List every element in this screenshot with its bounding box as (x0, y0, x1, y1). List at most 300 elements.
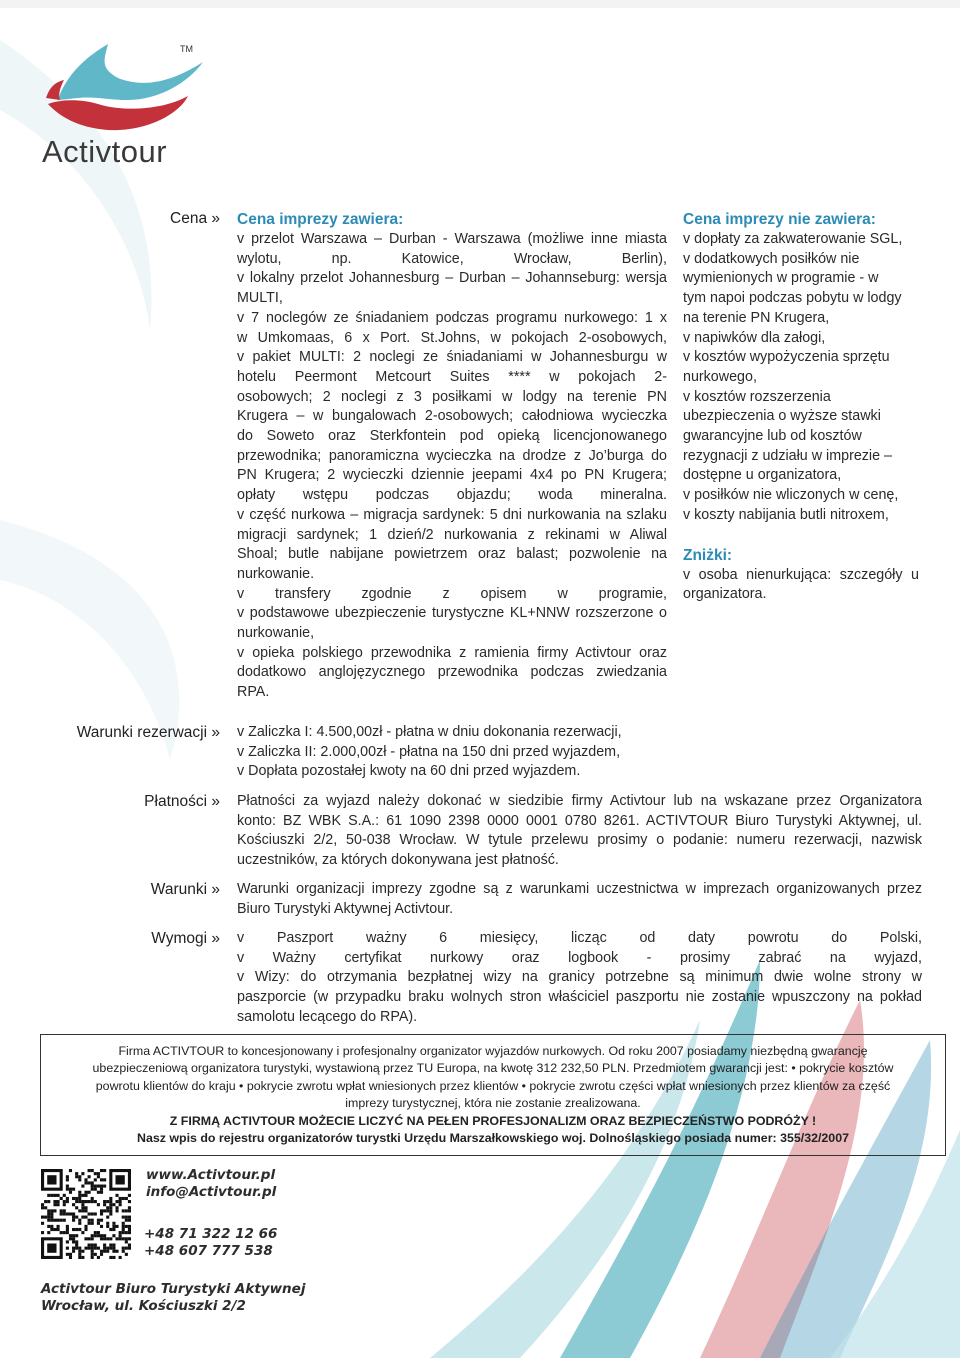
registry-number: Nasz wpis do rejestru organizatorów turystki Urzędu Marszałkowskiego woj. Dolnośląskiego posiada numer: 355/32/2007 (137, 1131, 849, 1146)
qr-module (78, 1247, 81, 1250)
qr-module (109, 1237, 112, 1240)
qr-module (57, 1228, 60, 1231)
qr-module (128, 1225, 131, 1228)
text-line: paszporcie (w przypadku braku wolnych stron właściciel paszportu nie zostanie wpuszczony na pokład (237, 989, 922, 1006)
qr-module (91, 1250, 94, 1253)
guarantee-line-3: powrotu klientów do kraju • pokrycie zwrotu wpłat wniesionych przez klientów • pokrycie zwrotu części wpłat wniesionych przez klientów za część (95, 1078, 891, 1093)
qr-module (78, 1228, 81, 1231)
qr-module (119, 1237, 122, 1240)
qr-module (128, 1247, 131, 1250)
qr-module (125, 1197, 128, 1200)
text-line: opłaty wstępu podczas objazdu; woda mineralna. (237, 487, 667, 504)
qr-module (109, 1247, 112, 1250)
qr-module (69, 1212, 72, 1215)
text-line: v transfery zgodnie z opisem w programie, (237, 585, 667, 602)
qr-module (125, 1225, 128, 1228)
qr-module (84, 1209, 87, 1212)
platnosci-text (237, 792, 922, 871)
qr-module (119, 1234, 122, 1237)
qr-module (103, 1209, 106, 1212)
text-line: v Paszport ważny 6 miesięcy, licząc od daty powrotu do Polski, (237, 930, 922, 946)
qr-module (88, 1222, 91, 1225)
qr-module (103, 1234, 106, 1237)
qr-module (75, 1197, 78, 1200)
qr-module (75, 1247, 78, 1250)
discounts-heading: Zniżki: (683, 546, 733, 564)
guarantee-slogan: Z FIRMĄ ACTIVTOUR MOŻECIE LICZYĆ NA PEŁEN PROFESJONALIZM ORAZ BEZPIECZEŃSTWO PODRÓŻY ! (169, 1113, 817, 1128)
warunki-text (237, 880, 922, 919)
qr-module (53, 1209, 56, 1212)
text-line: konto: BZ WBK S.A.: 61 1090 2398 0000 0001 0780 8261. ACTIVTOUR Biuro Turystyki Aktywnej, ul. (237, 812, 922, 829)
qr-module (72, 1247, 75, 1250)
qr-module (109, 1256, 112, 1259)
text-line: przewodnika; panoramiczna wycieczka na drodze z Jo’burga do (237, 447, 667, 464)
qr-module (112, 1234, 115, 1237)
qr-module (103, 1200, 106, 1203)
guarantee-line-1: Firma ACTIVTOUR to koncesjonowany i profesjonalny organizator wyjazdów nurkowych. Od roku 2007 posiadamy niezbędną gwarancję (118, 1044, 868, 1058)
qr-module (66, 1231, 69, 1234)
qr-module (94, 1231, 97, 1234)
email-link[interactable]: info@Activtour.pl (146, 1184, 277, 1200)
qr-module (50, 1216, 53, 1219)
text-line: nurkowanie. (237, 565, 315, 582)
qr-module (50, 1228, 53, 1231)
qr-module (100, 1188, 103, 1191)
qr-module (125, 1209, 128, 1212)
qr-module (119, 1197, 122, 1200)
qr-module (72, 1216, 75, 1219)
text-line: v Zaliczka II: 2.000,00zł - płatna na 150 dni przed wyjazdem, (237, 743, 621, 760)
qr-module (81, 1206, 84, 1209)
qr-module (53, 1219, 56, 1222)
qr-module (69, 1253, 72, 1256)
qr-module (91, 1181, 94, 1184)
qr-module (103, 1247, 106, 1250)
text-line: v dodatkowych posiłków nie (683, 250, 860, 267)
qr-module (91, 1219, 94, 1222)
qr-module (106, 1200, 109, 1203)
qr-module (66, 1178, 69, 1181)
qr-module (81, 1250, 84, 1253)
qr-module (72, 1228, 75, 1231)
qr-module (112, 1256, 115, 1259)
qr-module (81, 1200, 84, 1203)
cena-included (237, 210, 667, 703)
qr-module (88, 1191, 91, 1194)
qr-module (103, 1178, 106, 1181)
qr-module (81, 1216, 84, 1219)
qr-module (119, 1256, 122, 1259)
qr-module (41, 1231, 44, 1234)
qr-module (50, 1225, 53, 1228)
excluded-list (683, 230, 919, 526)
qr-module (57, 1219, 60, 1222)
qr-module (109, 1197, 112, 1200)
qr-module (128, 1237, 131, 1240)
text-line: dodatkowo anglojęzycznego przewodnika podczas zwiedzania (237, 664, 667, 681)
qr-module (57, 1203, 60, 1206)
qr-module (106, 1247, 109, 1250)
qr-module (109, 1228, 112, 1231)
qr-module (60, 1231, 63, 1234)
qr-module (63, 1203, 66, 1206)
text-line: w Umkomaas, 6 x Port. St.Johns, w pokojach 2-osobowych, (237, 329, 667, 346)
qr-module (119, 1203, 122, 1206)
qr-module (81, 1209, 84, 1212)
qr-module (112, 1225, 115, 1228)
text-line: tym napoi podczas pobytu w lodgy (683, 290, 902, 307)
qr-module (115, 1225, 118, 1228)
qr-module (47, 1212, 50, 1215)
qr-module (128, 1228, 131, 1231)
text-line: nurkowego, (683, 368, 757, 385)
qr-module (57, 1200, 60, 1203)
qr-module (128, 1194, 131, 1197)
qr-module (91, 1197, 94, 1200)
text-line: Warunki organizacji imprezy zgodne są z warunkami uczestnictwa w imprezach organizowanych przez (237, 881, 922, 897)
text-line: wymienionych w programie - w (683, 270, 879, 287)
qr-module (122, 1250, 125, 1253)
qr-module (78, 1253, 81, 1256)
qr-module (84, 1237, 87, 1240)
qr-module (50, 1209, 53, 1212)
phone-1[interactable]: +48 71 322 12 66 (144, 1226, 278, 1242)
text-line: v podstawowe ubezpieczenie turystyczne KL+NNW rozszerzone o (237, 605, 667, 622)
rezerwacja-list (237, 723, 917, 782)
qr-module (100, 1250, 103, 1253)
qr-module (109, 1212, 112, 1215)
qr-module (106, 1216, 109, 1219)
included-list (237, 230, 667, 703)
guarantee-line-4: imprezy turystycznej, która nie zostanie zrealizowana. (345, 1096, 641, 1111)
cena-excluded (683, 210, 919, 605)
text-line: rezygnacji z udziału w imprezie – (683, 447, 892, 464)
qr-module (128, 1216, 131, 1219)
qr-module (75, 1228, 78, 1231)
qr-module (100, 1169, 103, 1172)
qr-module (100, 1209, 103, 1212)
text-line: v Wizy: do otrzymania bezpłatnej wizy na granicy potrzebne są minimum dwie wolne strony w (237, 969, 922, 986)
qr-module (66, 1200, 69, 1203)
qr-module (122, 1237, 125, 1240)
qr-module (88, 1247, 91, 1250)
included-heading: Cena imprezy zawiera: (237, 211, 404, 228)
qr-module (100, 1185, 103, 1188)
qr-module (91, 1256, 94, 1259)
qr-module (106, 1237, 109, 1240)
qr-module (44, 1216, 47, 1219)
qr-module (88, 1212, 91, 1215)
qr-module (103, 1243, 106, 1246)
qr-module (109, 1243, 112, 1246)
text-line: MULTI, (237, 290, 283, 307)
qr-module (66, 1188, 69, 1191)
qr-module (72, 1237, 75, 1240)
qr-module (125, 1231, 128, 1234)
qr-module (66, 1247, 69, 1250)
qr-module (69, 1234, 72, 1237)
text-line: gwarancyjne lub od kosztów (683, 428, 862, 445)
text-line: na terenie PN Krugera, (683, 309, 830, 326)
qr-module (122, 1209, 125, 1212)
qr-module (106, 1250, 109, 1253)
qr-module (78, 1250, 81, 1253)
phone-2[interactable]: +48 607 777 538 (144, 1243, 273, 1259)
qr-module (53, 1203, 56, 1206)
company-address: Wrocław, ul. Kościuszki 2/2 (41, 1298, 246, 1314)
text-line: RPA. (237, 684, 270, 701)
qr-module (78, 1219, 81, 1222)
qr-module (72, 1234, 75, 1237)
qr-module (66, 1185, 69, 1188)
qr-module (112, 1203, 115, 1206)
qr-module (84, 1225, 87, 1228)
qr-module (60, 1197, 63, 1200)
qr-module (100, 1225, 103, 1228)
qr-module (60, 1212, 63, 1215)
qr-module (63, 1209, 66, 1212)
qr-module (97, 1185, 100, 1188)
qr-module (115, 1209, 118, 1212)
qr-module (97, 1231, 100, 1234)
qr-module (106, 1206, 109, 1209)
qr-module (88, 1175, 91, 1178)
qr-module (128, 1231, 131, 1234)
qr-module (60, 1219, 63, 1222)
wymogi-list (237, 929, 922, 1028)
qr-module (75, 1175, 78, 1178)
qr-module (106, 1225, 109, 1228)
qr-module (84, 1216, 87, 1219)
qr-module (91, 1243, 94, 1246)
qr-module (112, 1243, 115, 1246)
qr-module (119, 1231, 122, 1234)
text-line: dostępne u organizatora, (683, 467, 842, 484)
text-line: v lokalny przelot Johannesburg – Durban – Johannseburg: wersja (237, 270, 667, 287)
qr-module (75, 1240, 78, 1243)
qr-module (94, 1200, 97, 1203)
qr-module (60, 1209, 63, 1212)
qr-module (78, 1256, 81, 1259)
qr-module (88, 1219, 91, 1222)
qr-module (91, 1212, 94, 1215)
qr-module (75, 1206, 78, 1209)
guarantee-line-2: ubezpieczeniową organizatora turystyki, wystawioną przez TU Europa, na kwotę 312 232,50 PLN. Przedmiotem gwarancji jest: • pokrycie kosztów (92, 1061, 894, 1076)
qr-module (69, 1188, 72, 1191)
text-line: osobowych; 2 noclegi z 3 posiłkami w lodgy na terenie PN (237, 388, 667, 405)
qr-code-icon (40, 1169, 132, 1259)
qr-module (72, 1250, 75, 1253)
qr-module (78, 1178, 81, 1181)
rezerwacja-label: Warunki rezerwacji » (76, 724, 220, 741)
qr-module (125, 1237, 128, 1240)
qr-module (47, 1231, 50, 1234)
qr-module (91, 1169, 94, 1172)
qr-module (115, 1206, 118, 1209)
qr-module (84, 1247, 87, 1250)
text-line: nurkowanie, (237, 625, 315, 642)
qr-module (125, 1253, 128, 1256)
qr-module (94, 1188, 97, 1191)
qr-module (97, 1191, 100, 1194)
qr-module (97, 1175, 100, 1178)
qr-module (115, 1250, 118, 1253)
qr-module (78, 1222, 81, 1225)
qr-module (78, 1191, 81, 1194)
qr-module (41, 1216, 44, 1219)
qr-module (78, 1194, 81, 1197)
qr-module (41, 1222, 44, 1225)
qr-module (97, 1203, 100, 1206)
qr-module (78, 1197, 81, 1200)
qr-module (91, 1253, 94, 1256)
qr-module (97, 1247, 100, 1250)
text-line: Płatności za wyjazd należy dokonać w siedzibie firmy Activtour lub na wskazane przez Organizatora (237, 793, 922, 809)
qr-module (109, 1200, 112, 1203)
qr-module (66, 1225, 69, 1228)
text-line: uczestników, za których dokonywana jest płatność. (237, 852, 559, 869)
qr-module (47, 1219, 50, 1222)
text-line: v posiłków nie wliczonych w cenę, (683, 487, 899, 504)
qr-module (94, 1247, 97, 1250)
text-line: samolotu lecącego do RPA). (237, 1008, 418, 1025)
qr-module (106, 1209, 109, 1212)
qr-module (122, 1231, 125, 1234)
qr-module (81, 1172, 84, 1175)
qr-module (91, 1188, 94, 1191)
qr-module (122, 1228, 125, 1231)
text-line: v Ważny certyfikat nurkowy oraz logbook - prosimy zabrać na wyjazd, (237, 949, 922, 966)
qr-module (97, 1222, 100, 1225)
qr-module (115, 1194, 118, 1197)
qr-module (53, 1194, 56, 1197)
qr-module (75, 1216, 78, 1219)
qr-module (125, 1240, 128, 1243)
qr-module (50, 1212, 53, 1215)
text-line: Shoal; butle nabijane powietrzem oraz balast; pozwolenie na (237, 546, 667, 563)
text-line: v 7 noclegów ze śniadaniem podczas programu nurkowego: 1 x (237, 309, 667, 326)
qr-module (44, 1206, 47, 1209)
qr-module (63, 1231, 66, 1234)
qr-module (112, 1247, 115, 1250)
qr-module (47, 1194, 50, 1197)
qr-module (84, 1228, 87, 1231)
qr-module (75, 1234, 78, 1237)
qr-module (103, 1250, 106, 1253)
qr-module (91, 1247, 94, 1250)
qr-module (125, 1247, 128, 1250)
qr-module (125, 1216, 128, 1219)
qr-module (100, 1234, 103, 1237)
text-line: v część nurkowa – migracja sardynek: 5 dni nurkowania na szlaku (237, 506, 667, 523)
qr-module (47, 1216, 50, 1219)
activtour-logo (38, 38, 218, 170)
qr-module (69, 1237, 72, 1240)
qr-module (69, 1256, 72, 1259)
qr-module (72, 1240, 75, 1243)
website-link[interactable]: www.Activtour.pl (146, 1167, 276, 1183)
text-line: do Soweto oraz Sterkfontein pod opieką licencjonowanego (237, 428, 667, 445)
qr-module (128, 1209, 131, 1212)
text-line: organizatora. (683, 586, 767, 603)
qr-module (94, 1243, 97, 1246)
qr-module (50, 1219, 53, 1222)
qr-module (91, 1237, 94, 1240)
text-line: hotelu Peermont Metcourt Suites **** w pokojach 2- (237, 368, 667, 385)
qr-module (97, 1234, 100, 1237)
qr-module (106, 1222, 109, 1225)
qr-module (78, 1200, 81, 1203)
qr-module (128, 1243, 131, 1246)
qr-module (47, 1209, 50, 1212)
qr-module (69, 1191, 72, 1194)
qr-module (72, 1203, 75, 1206)
text-line: v kosztów rozszerzenia (683, 388, 831, 405)
qr-module (63, 1200, 66, 1203)
qr-module (84, 1181, 87, 1184)
qr-module (57, 1194, 60, 1197)
qr-module (94, 1185, 97, 1188)
qr-module (100, 1253, 103, 1256)
excluded-heading: Cena imprezy nie zawiera: (683, 211, 876, 228)
qr-module (41, 1206, 44, 1209)
qr-module (84, 1178, 87, 1181)
text-line: v Zaliczka I: 4.500,00zł - płatna w dniu dokonania rezerwacji, (237, 724, 622, 740)
qr-module (75, 1243, 78, 1246)
qr-module (66, 1228, 69, 1231)
qr-module (94, 1253, 97, 1256)
qr-module (97, 1256, 100, 1259)
qr-module (72, 1197, 75, 1200)
text-line: migracji sardynek; 1 dzień/2 nurkowania z rekinami w Aliwal (237, 526, 667, 543)
qr-module (81, 1185, 84, 1188)
text-line: v koszty nabijania butli nitroxem, (683, 506, 889, 523)
qr-module (94, 1178, 97, 1181)
qr-module (66, 1240, 69, 1243)
qr-module (84, 1206, 87, 1209)
qr-module (63, 1194, 66, 1197)
text-line: v pakiet MULTI: 2 noclegi ze śniadaniami w Johannesburgu w (237, 349, 667, 366)
qr-module (100, 1191, 103, 1194)
qr-module (100, 1237, 103, 1240)
qr-module (128, 1219, 131, 1222)
qr-module (69, 1169, 72, 1172)
qr-module (115, 1237, 118, 1240)
qr-module (122, 1197, 125, 1200)
text-line: v przelot Warszawa – Durban - Warszawa (możliwe inne miasta (237, 231, 667, 247)
qr-module (66, 1212, 69, 1215)
logo-text: Activtour (42, 134, 168, 169)
qr-module (91, 1234, 94, 1237)
qr-module (88, 1200, 91, 1203)
text-line: Biuro Turystyki Aktywnej Activtour. (237, 900, 454, 917)
qr-module (75, 1200, 78, 1203)
qr-module (100, 1219, 103, 1222)
qr-module (84, 1200, 87, 1203)
qr-module (122, 1222, 125, 1225)
qr-module (88, 1243, 91, 1246)
qr-module (103, 1185, 106, 1188)
company-name: Activtour Biuro Turystyki Aktywnej (41, 1281, 306, 1297)
qr-module (109, 1209, 112, 1212)
qr-module (81, 1203, 84, 1206)
qr-module (63, 1212, 66, 1215)
qr-module (91, 1185, 94, 1188)
qr-module (122, 1216, 125, 1219)
qr-module (88, 1181, 91, 1184)
text-line: v napiwków dla załogi, (683, 329, 826, 346)
qr-module (103, 1237, 106, 1240)
